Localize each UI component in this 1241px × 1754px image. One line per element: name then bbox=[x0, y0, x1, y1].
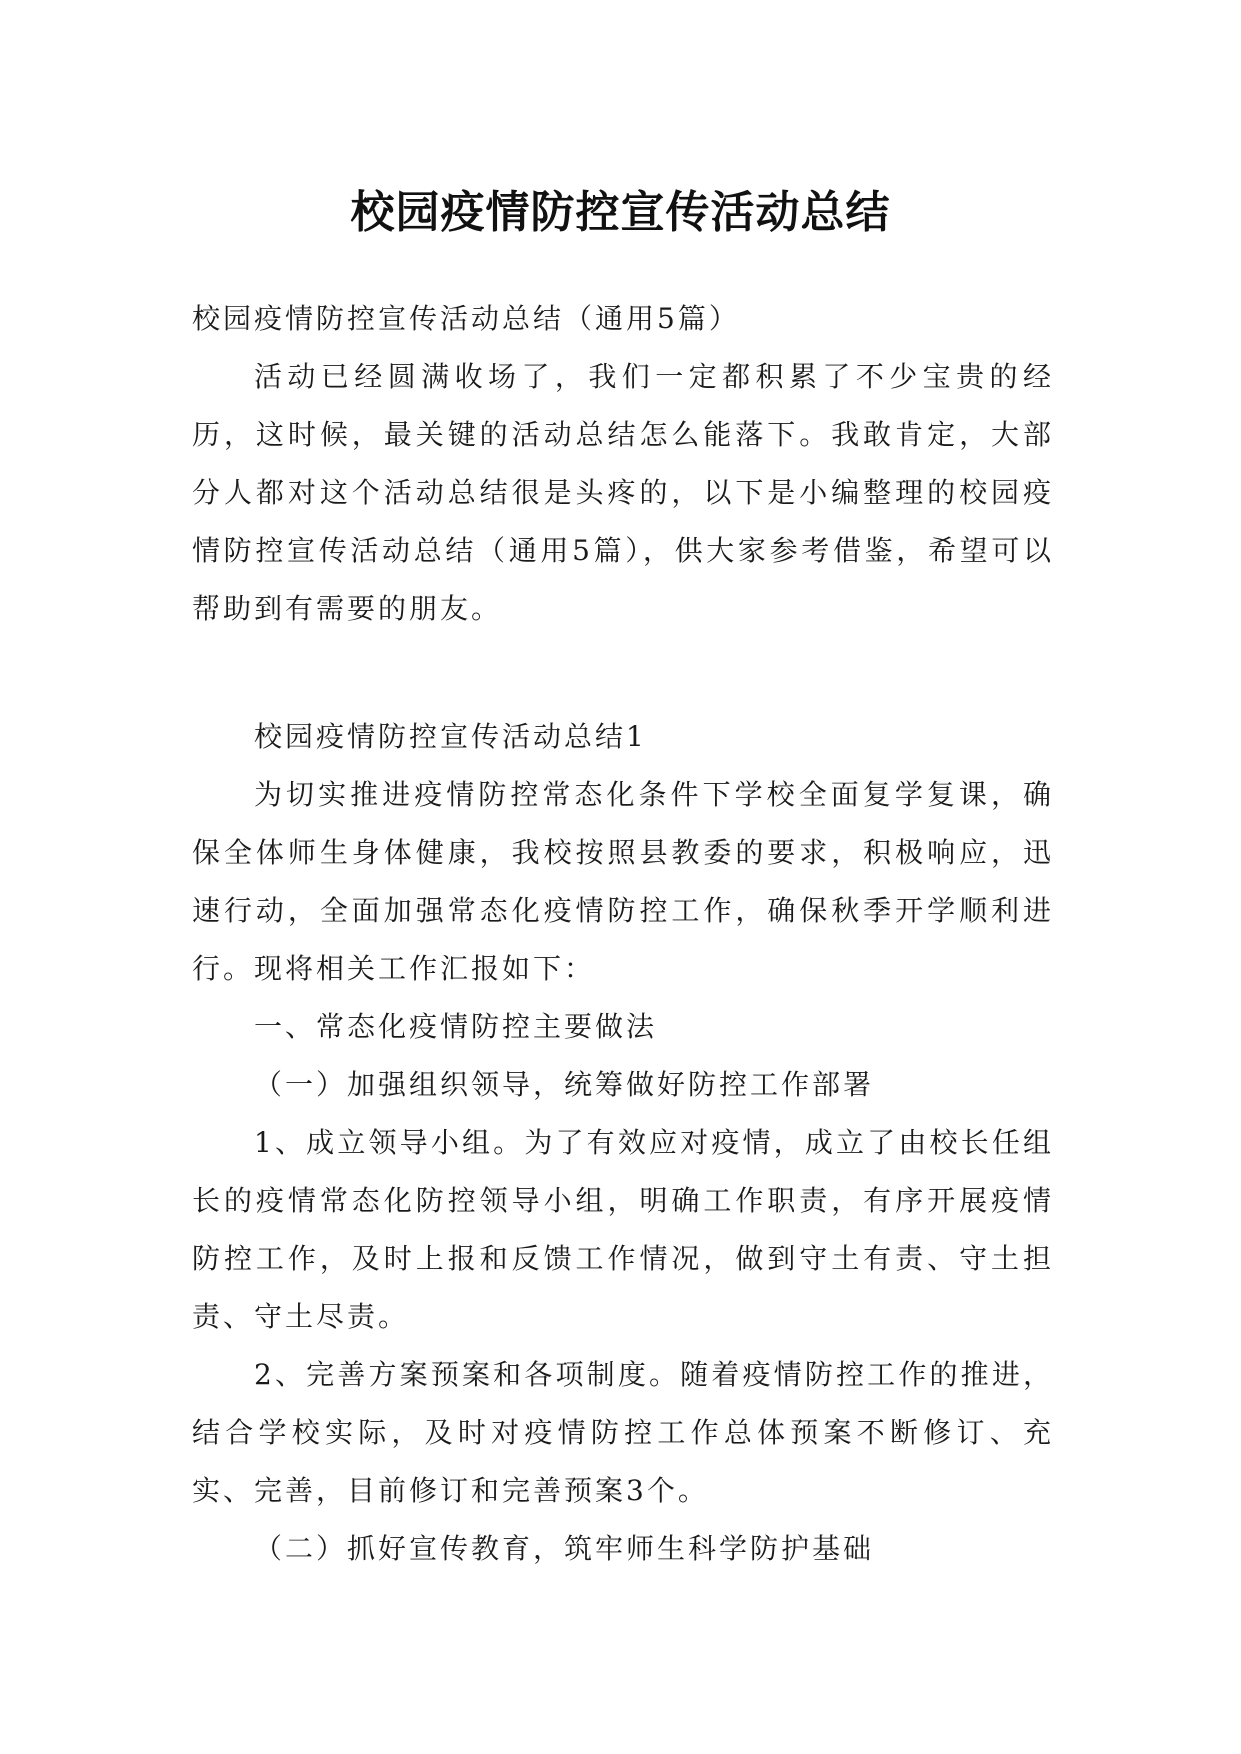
document-subtitle: 校园疫情防控宣传活动总结（通用5篇） bbox=[192, 302, 740, 335]
subheading-2: （二）抓好宣传教育，筑牢师生科学防护基础 bbox=[254, 1532, 875, 1565]
document-title: 校园疫情防控宣传活动总结 bbox=[350, 187, 891, 239]
heading-1: 一、常态化疫情防控主要做法 bbox=[254, 1010, 658, 1043]
list-item-2: 2、完善方案预案和各项制度。随着疫情防控工作的推进，结合学校实际，及时对疫情防控工作总体预案不断修订、充实、完善，目前修订和完善预案3个。 bbox=[192, 1358, 1054, 1507]
list-item-1: 1、成立领导小组。为了有效应对疫情，成立了由校长任组长的疫情常态化防控领导小组，明确工作职责，有序开展疫情防控工作，及时上报和反馈工作情况，做到守土有责、守土担责、守土尽责。 bbox=[192, 1126, 1054, 1333]
subheading-1: （一）加强组织领导，统筹做好防控工作部署 bbox=[254, 1068, 875, 1101]
section-heading: 校园疫情防控宣传活动总结1 bbox=[254, 720, 647, 753]
paragraph-spacer bbox=[192, 638, 1054, 708]
body-paragraph-1: 为切实推进疫情防控常态化条件下学校全面复学复课，确保全体师生身体健康，我校按照县教委的要求，积极响应，迅速行动，全面加强常态化疫情防控工作，确保秋季开学顺利进行。现将相关工作汇报如下： bbox=[192, 778, 1054, 985]
document-body bbox=[192, 290, 1054, 1578]
intro-paragraph: 活动已经圆满收场了，我们一定都积累了不少宝贵的经历，这时候，最关键的活动总结怎么能落下。我敢肯定，大部分人都对这个活动总结很是头疼的，以下是小编整理的校园疫情防控宣传活动总结（通用5篇），供大家参考借鉴，希望可以帮助到有需要的朋友。 bbox=[192, 360, 1054, 625]
